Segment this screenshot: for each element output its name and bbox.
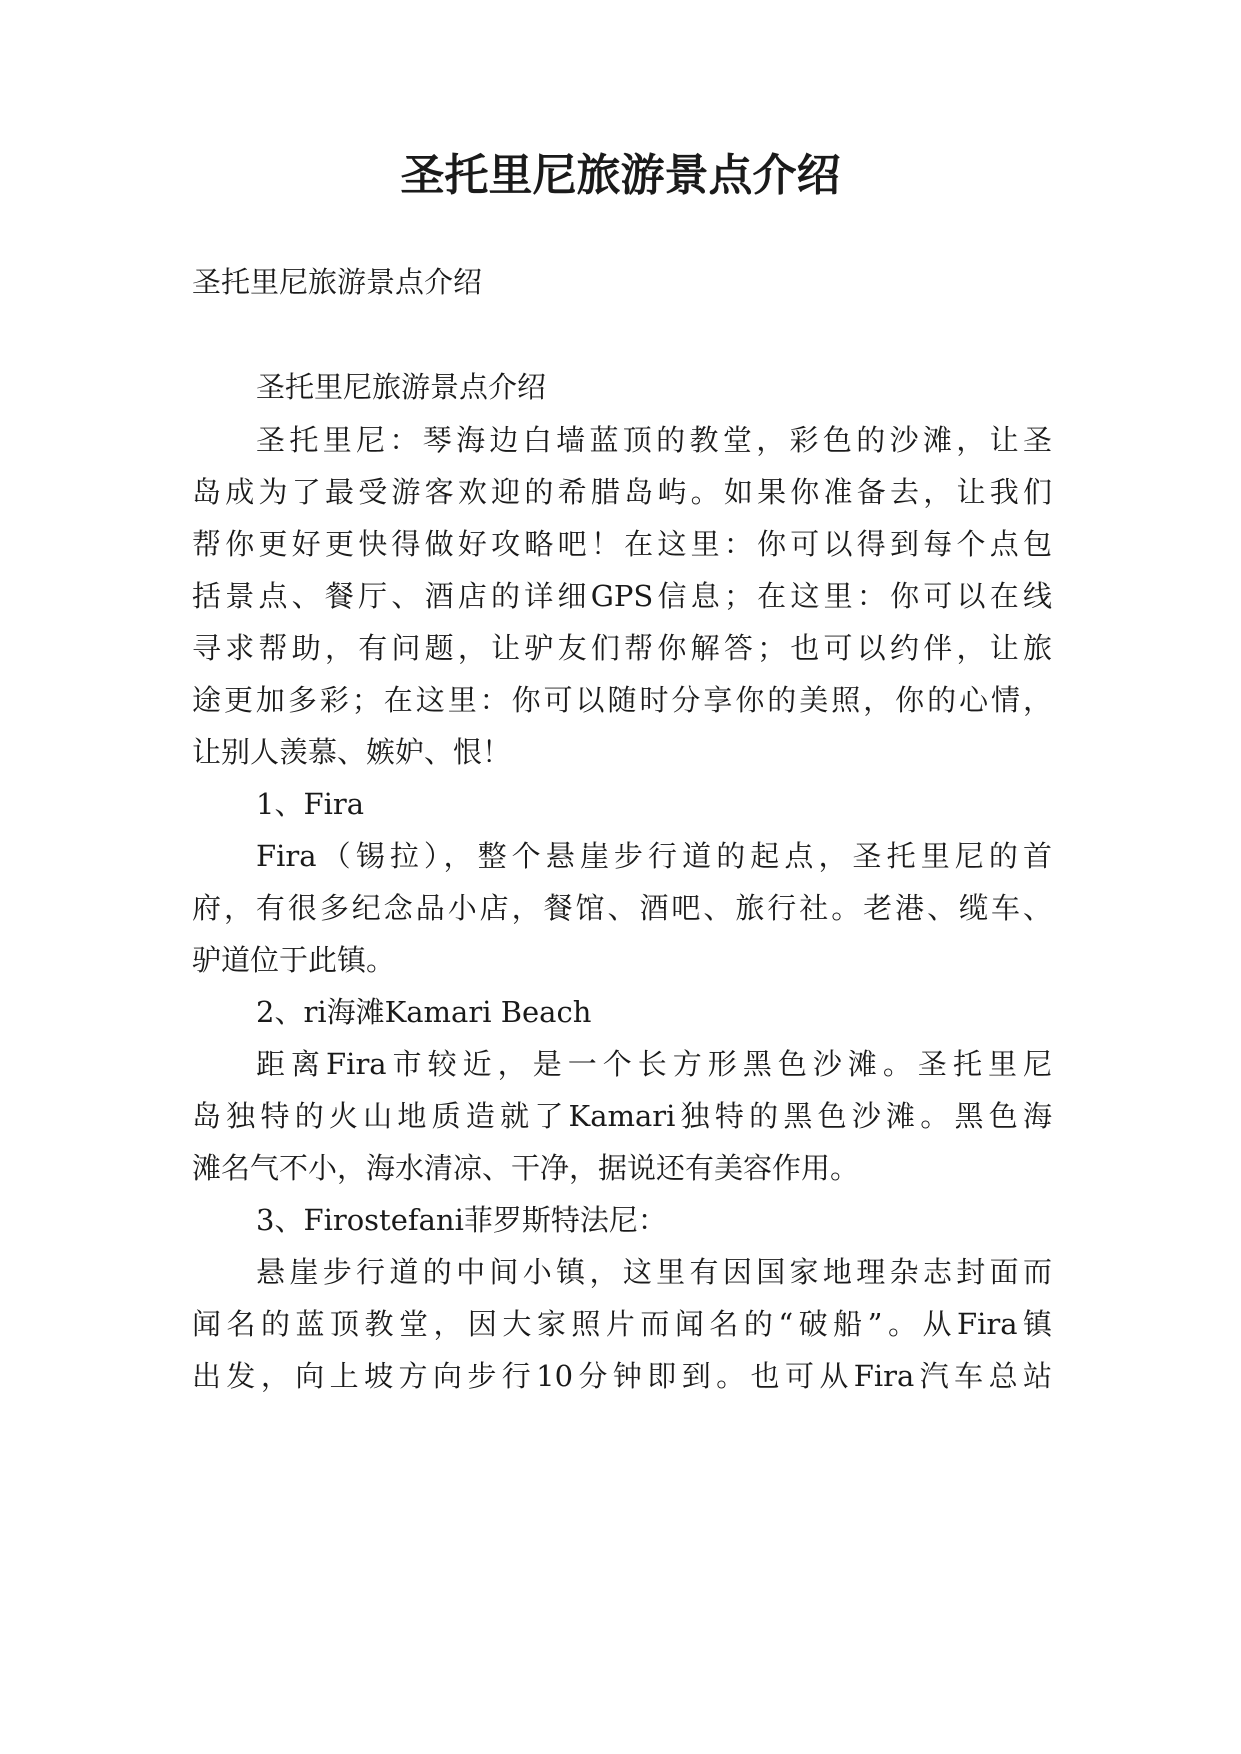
document-subtitle: 圣托里尼旅游景点介绍: [192, 265, 483, 299]
paragraph-line: 驴道位于此镇。: [192, 943, 396, 977]
paragraph-line: 岛独特的火山地质造就了Kamari独特的黑色沙滩。黑色海: [192, 1099, 1052, 1133]
item-heading-fira: 1、Fira: [256, 787, 364, 821]
paragraph-line: 让别人羡慕、嫉妒、恨！: [192, 735, 512, 769]
item-heading-firostefani: 3、Firostefani菲罗斯特法尼：: [256, 1203, 667, 1237]
paragraph-line: 岛成为了最受游客欢迎的希腊岛屿。如果你准备去，让我们: [192, 475, 1052, 509]
document-title: 圣托里尼旅游景点介绍: [400, 150, 841, 201]
paragraph-line: 滩名气不小，海水清凉、干净，据说还有美容作用。: [192, 1151, 860, 1185]
paragraph-line: 括景点、餐厅、酒店的详细GPS信息；在这里：你可以在线: [192, 579, 1052, 613]
paragraph-line: Fira（锡拉），整个悬崖步行道的起点，圣托里尼的首: [256, 839, 1052, 873]
paragraph-line: 途更加多彩；在这里：你可以随时分享你的美照，你的心情，: [192, 683, 1052, 717]
paragraph-line: 府，有很多纪念品小店，餐馆、酒吧、旅行社。老港、缆车、: [192, 891, 1052, 925]
paragraph-line: 距离Fira市较近，是一个长方形黑色沙滩。圣托里尼: [256, 1047, 1052, 1081]
paragraph-line: 帮你更好更快得做好攻略吧！在这里：你可以得到每个点包: [192, 527, 1052, 561]
paragraph-line: 悬崖步行道的中间小镇，这里有因国家地理杂志封面而: [256, 1255, 1052, 1289]
paragraph-line: 寻求帮助，有问题，让驴友们帮你解答；也可以约伴，让旅: [192, 631, 1052, 665]
item-heading-kamari: 2、ri海滩Kamari Beach: [256, 995, 592, 1029]
paragraph-line: 闻名的蓝顶教堂，因大家照片而闻名的“破船”。从Fira镇: [192, 1307, 1052, 1341]
paragraph-line: 圣托里尼：琴海边白墙蓝顶的教堂，彩色的沙滩，让圣: [256, 423, 1052, 457]
paragraph-line: 出发，向上坡方向步行10分钟即到。也可从Fira汽车总站: [192, 1359, 1052, 1393]
section-heading: 圣托里尼旅游景点介绍: [256, 370, 547, 404]
